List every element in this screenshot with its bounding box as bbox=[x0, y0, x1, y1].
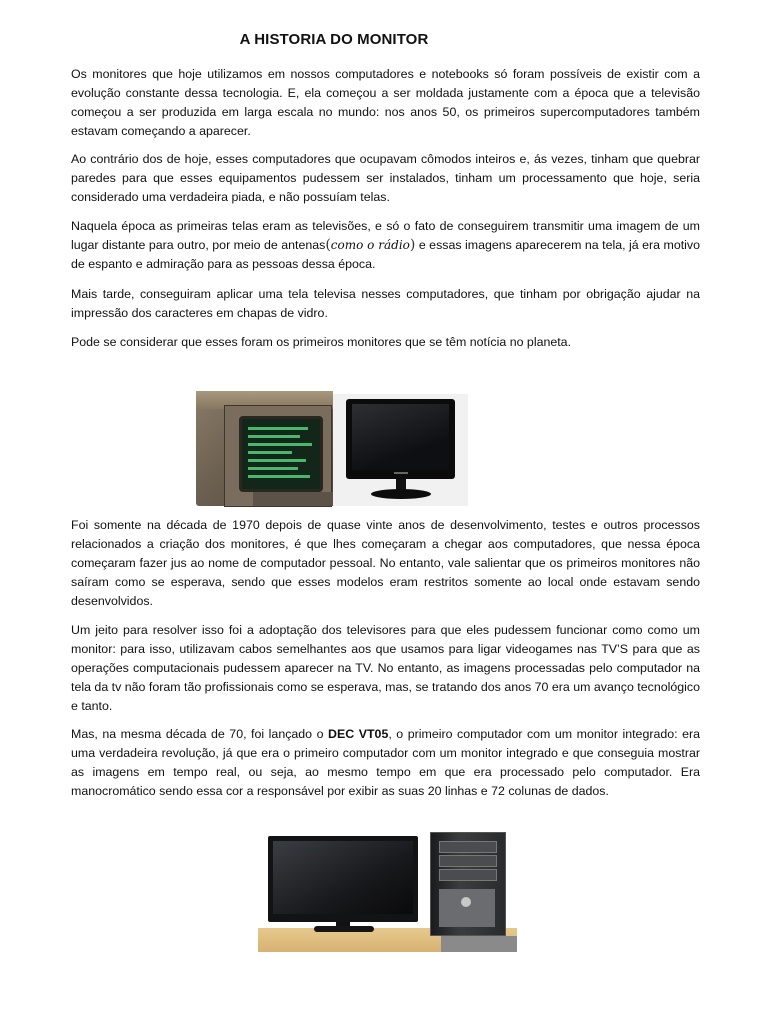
paragraph-3-text-b: e essas imagens aparecerem na tela, já era motivo de espanto e admiração para as pessoas dessa época. bbox=[71, 238, 700, 271]
widescreen-monitor bbox=[268, 836, 418, 922]
dec-vt05-label: DEC VT05 bbox=[328, 727, 389, 741]
lcd-logo bbox=[394, 472, 408, 474]
page-title: A HISTORIA DO MONITOR bbox=[239, 31, 429, 48]
paragraph-2: Ao contrário dos de hoje, esses computadores que ocupavam cômodos inteiros e, ás vezes, tinham que quebrar paredes para que esses equipamentos pudessem ser instalados, tinham um processamento que hoje, seria considerado uma verdadeira piada, e não possuíam telas. bbox=[71, 152, 700, 204]
pc-tower bbox=[430, 832, 506, 936]
paragraph-4: Mais tarde, conseguiram aplicar uma tela televisa nesses computadores, que tinham por obrigação ajudar na impressão dos caracteres em chapas de vidro. bbox=[71, 287, 700, 320]
paragraph-7: Um jeito para resolver isso foi a adoptação dos televisores para que eles pudessem funcionar como como um monitor: para isso, utilizavam cabos semelhantes aos que usamos para ligar videogames nas TV’S para que as operações computacionais pudessem aparecer na TV. No entanto, as imagens processadas pelo computador na tela da tv não foram tão profissionais como se esperava, mas, se tratando dos anos 70 era um avanço tecnológico e tanto. bbox=[71, 623, 700, 713]
paragraph-3 bbox=[71, 217, 700, 274]
monitor-foot bbox=[314, 926, 374, 932]
monitor-and-tower-image bbox=[258, 832, 517, 952]
desk-plate bbox=[441, 936, 517, 952]
paragraph-5: Pode se considerar que esses foram os primeiros monitores que se têm notícia no planeta. bbox=[71, 335, 572, 349]
paragraph-1: Os monitores que hoje utilizamos em nossos computadores e notebooks só foram possíveis de existir com a evolução constante dessa tecnologia. E, ela começou a ser moldada justamente com a época que a televisão começou a ser produzida em larga escala no mundo: nos anos 50, os primeiros supercomputadores também estavam começando a aparecer. bbox=[71, 67, 700, 138]
paragraph-6: Foi somente na década de 1970 depois de quase vinte anos de desenvolvimento, testes e outros processos relacionados a criação dos monitores, é que lhes começaram a chegar aos computadores, que nessa época começaram fazer jus ao nome de computador pessoal. No entanto, vale salientar que os primeiros monitores não saíram como se esperava, sendo que esses modelos eram restritos somente ao local onde estavam sendo desenvolvidos. bbox=[71, 518, 700, 608]
flat-lcd-monitor-image bbox=[346, 399, 455, 479]
paragraph-8-text-a: Mas, na mesma década de 70, foi lançado o bbox=[71, 727, 329, 741]
paragraph-3-text-a: Naquela época as primeiras telas eram as televisões, e só o fato de conseguirem transmitir uma imagem de um lugar distante para outro, por meio de antenas bbox=[71, 219, 700, 252]
lcd-stand-foot bbox=[371, 489, 431, 499]
formula-inline: (como o rádio) bbox=[325, 237, 416, 253]
paragraph-8 bbox=[71, 725, 700, 801]
formula-text: como o rádio bbox=[330, 238, 410, 252]
paragraph-8-text-b: , o primeiro computador com um monitor integrado: era uma verdadeira revolução, já que era o primeiro computador com um monitor integrado e que conseguia mostrar as imagens em tempo real, ou seja, ao mesmo tempo em que era processado pelo computador. Era manocromático sendo essa cor a responsável por exibir as suas 20 linhas e 72 colunas de dados. bbox=[71, 727, 701, 798]
old-crt-monitor-image bbox=[196, 391, 333, 506]
